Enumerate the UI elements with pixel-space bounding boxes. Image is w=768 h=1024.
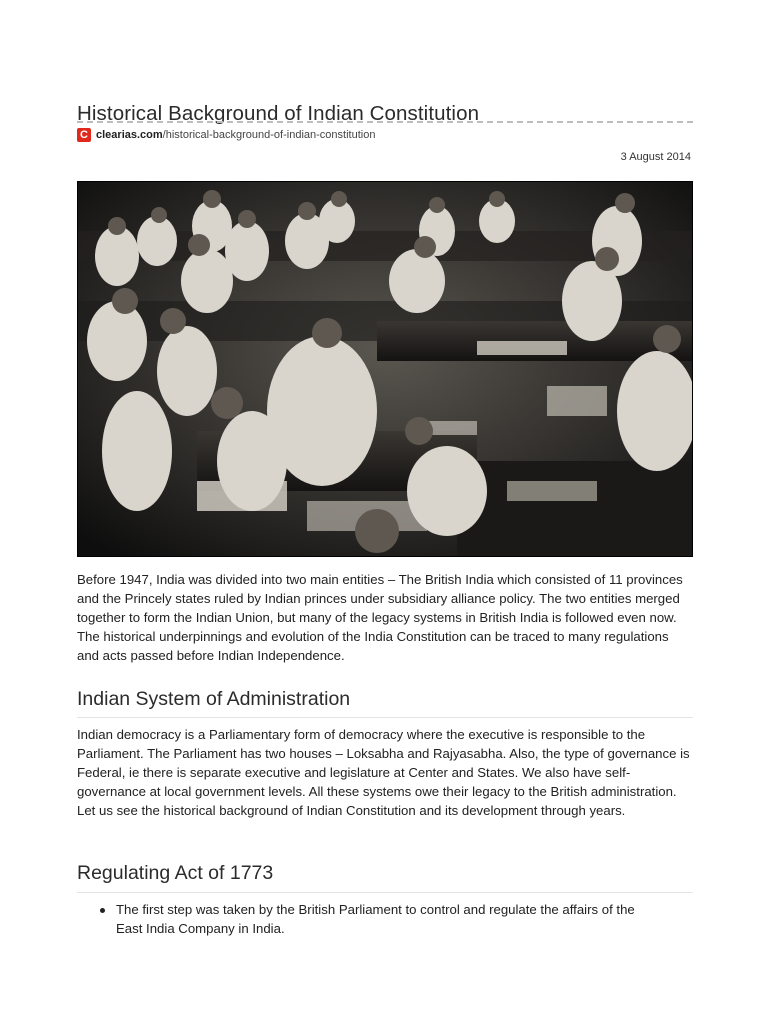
source-path[interactable]: /historical-background-of-indian-constitution [162, 129, 376, 141]
section-divider [77, 717, 693, 718]
regulating-act-list [77, 900, 693, 938]
constituent-assembly-photo [77, 181, 693, 557]
section-divider [77, 892, 693, 893]
list-item-text: The first step was taken by the British Parliament to control and regulate the affairs of the East India Company in India. [116, 902, 635, 936]
logo-letter: C [80, 129, 88, 141]
bullet-icon [100, 908, 105, 913]
title-divider [77, 121, 693, 123]
section-heading-administration: Indian System of Administration [77, 688, 351, 710]
publish-date: 3 August 2014 [620, 151, 691, 163]
intro-paragraph: Before 1947, India was divided into two main entities – The British India which consisted of 11 provinces and the Princely states ruled by Indian princes under subsidiary alliance policy. The two entities merged together to form the Indian Union, but many of the legacy systems in British India is followed even now. The historical underpinnings and evolution of the India Constitution can be traced to many regulations and acts passed before Indian Independence. [77, 572, 683, 663]
article-title: Historical Background of Indian Constitution [77, 101, 480, 125]
clearias-logo-icon [77, 128, 91, 142]
section-heading-regulating-act: Regulating Act of 1773 [77, 862, 274, 884]
list-item [77, 900, 693, 938]
source-domain[interactable]: clearias.com [96, 129, 163, 141]
source-link[interactable] [77, 127, 375, 143]
photo-illustration [77, 181, 693, 557]
administration-paragraph: Indian democracy is a Parliamentary form of democracy where the executive is responsible to the Parliament. The Parliament has two houses – Loksabha and Rajyasabha. Also, the type of governance is Federal, ie there is separate executive and legislature at Center and States. We also have self-governance at local government levels. All these systems owe their legacy to the British administration. Let us see the historical background of Indian Constitution and its development through years. [77, 727, 690, 818]
